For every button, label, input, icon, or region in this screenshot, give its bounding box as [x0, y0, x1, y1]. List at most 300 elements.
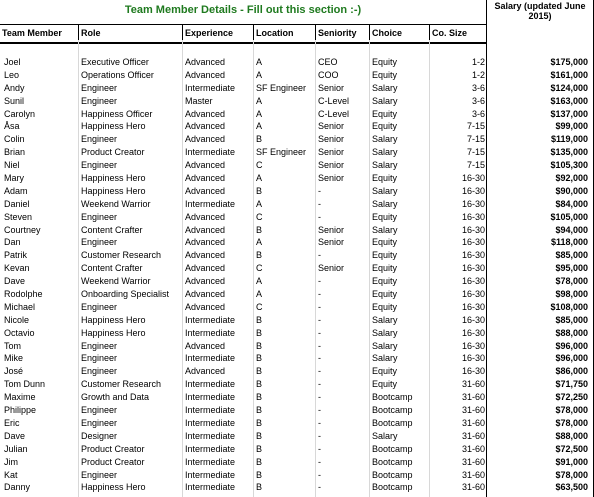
- cell-choice[interactable]: Salary: [372, 147, 398, 158]
- cell-seniority[interactable]: -: [318, 185, 321, 196]
- cell-experience[interactable]: Intermediate: [185, 379, 236, 390]
- cell-experience[interactable]: Advanced: [185, 340, 226, 351]
- cell-role[interactable]: Engineer: [81, 237, 118, 248]
- cell-seniority[interactable]: Senior: [318, 82, 345, 93]
- cell-team-member[interactable]: Carolyn: [4, 108, 36, 119]
- table-row: [0, 404, 594, 417]
- cell-salary[interactable]: $105,300: [550, 160, 588, 171]
- cell-experience[interactable]: Intermediate: [185, 82, 236, 93]
- cell-company-size[interactable]: 16-30: [461, 314, 485, 325]
- cell-role[interactable]: Happiness Hero: [81, 314, 146, 325]
- table-row: [0, 56, 594, 69]
- cell-team-member[interactable]: Danny: [4, 482, 31, 493]
- cell-choice[interactable]: Bootcamp: [372, 405, 413, 416]
- cell-salary[interactable]: $72,500: [555, 443, 588, 454]
- cell-seniority[interactable]: -: [318, 353, 321, 364]
- cell-experience[interactable]: Master: [185, 95, 213, 106]
- header-company-size[interactable]: Co. Size: [429, 25, 486, 42]
- cell-location[interactable]: B: [256, 340, 263, 351]
- cell-team-member[interactable]: Kevan: [4, 263, 30, 274]
- cell-role[interactable]: Weekend Warrior: [81, 198, 151, 209]
- cell-role[interactable]: Customer Research: [81, 379, 162, 390]
- cell-choice[interactable]: Equity: [372, 250, 398, 261]
- cell-company-size[interactable]: 1-2: [471, 69, 485, 80]
- cell-role[interactable]: Engineer: [81, 469, 118, 480]
- table-row: [0, 340, 594, 353]
- cell-seniority[interactable]: -: [318, 392, 321, 403]
- cell-salary[interactable]: $85,000: [555, 250, 588, 261]
- cell-seniority[interactable]: C-Level: [318, 108, 350, 119]
- cell-experience[interactable]: Advanced: [185, 173, 226, 184]
- cell-seniority[interactable]: Senior: [318, 224, 345, 235]
- cell-choice[interactable]: Salary: [372, 160, 398, 171]
- cell-role[interactable]: Product Creator: [81, 456, 145, 467]
- cell-salary[interactable]: $105,000: [550, 211, 588, 222]
- cell-team-member[interactable]: Dan: [4, 237, 21, 248]
- cell-team-member[interactable]: Courtney: [4, 224, 41, 235]
- cell-role[interactable]: Engineer: [81, 417, 118, 428]
- cell-choice[interactable]: Salary: [372, 134, 398, 145]
- cell-salary[interactable]: $98,000: [555, 289, 588, 300]
- cell-experience[interactable]: Advanced: [185, 366, 226, 377]
- cell-salary[interactable]: $88,000: [555, 327, 588, 338]
- cell-seniority[interactable]: CEO: [318, 57, 338, 67]
- cell-seniority[interactable]: COO: [318, 69, 339, 80]
- cell-location[interactable]: A: [256, 108, 263, 119]
- cell-role[interactable]: Executive Officer: [81, 57, 149, 67]
- cell-team-member[interactable]: Octavio: [4, 327, 35, 338]
- cell-location[interactable]: B: [256, 417, 263, 428]
- cell-choice[interactable]: Salary: [372, 95, 398, 106]
- cell-location[interactable]: SF Engineer: [256, 82, 307, 93]
- cell-experience[interactable]: Intermediate: [185, 469, 236, 480]
- cell-location[interactable]: A: [256, 173, 263, 184]
- cell-company-size[interactable]: 31-60: [461, 430, 485, 441]
- cell-choice[interactable]: Salary: [372, 82, 398, 93]
- cell-role[interactable]: Happiness Hero: [81, 185, 146, 196]
- cell-team-member[interactable]: Dave: [4, 276, 26, 287]
- cell-experience[interactable]: Intermediate: [185, 417, 236, 428]
- cell-location[interactable]: A: [256, 95, 263, 106]
- cell-company-size[interactable]: 31-60: [461, 482, 485, 493]
- cell-salary[interactable]: $86,000: [555, 366, 588, 377]
- header-location[interactable]: Location: [253, 25, 315, 42]
- cell-location[interactable]: B: [256, 443, 263, 454]
- cell-location[interactable]: B: [256, 469, 263, 480]
- cell-salary[interactable]: $135,000: [550, 147, 588, 158]
- cell-choice[interactable]: Equity: [372, 237, 398, 248]
- cell-role[interactable]: Engineer: [81, 340, 118, 351]
- cell-team-member[interactable]: José: [4, 366, 24, 377]
- cell-role[interactable]: Engineer: [81, 301, 118, 312]
- cell-salary[interactable]: $92,000: [555, 173, 588, 184]
- cell-team-member[interactable]: Michael: [4, 301, 36, 312]
- cell-salary[interactable]: $96,000: [555, 340, 588, 351]
- cell-company-size[interactable]: 16-30: [461, 353, 485, 364]
- cell-experience[interactable]: Advanced: [185, 160, 226, 171]
- cell-location[interactable]: A: [256, 69, 263, 80]
- cell-team-member[interactable]: Eric: [4, 417, 20, 428]
- cell-location[interactable]: B: [256, 327, 263, 338]
- cell-team-member[interactable]: Leo: [4, 69, 20, 80]
- cell-location[interactable]: A: [256, 198, 263, 209]
- table-row: [0, 146, 594, 159]
- cell-seniority[interactable]: Senior: [318, 237, 345, 248]
- cell-location[interactable]: B: [256, 379, 263, 390]
- cell-role[interactable]: Happiness Hero: [81, 121, 146, 132]
- cell-salary[interactable]: $94,000: [555, 224, 588, 235]
- cell-seniority[interactable]: C-Level: [318, 95, 350, 106]
- cell-role[interactable]: Engineer: [81, 353, 118, 364]
- cell-company-size[interactable]: 16-30: [461, 250, 485, 261]
- cell-choice[interactable]: Equity: [372, 211, 398, 222]
- cell-location[interactable]: A: [256, 237, 263, 248]
- cell-team-member[interactable]: Philippe: [4, 405, 37, 416]
- table-row: [0, 249, 594, 262]
- cell-salary[interactable]: $84,000: [555, 198, 588, 209]
- cell-salary[interactable]: $90,000: [555, 185, 588, 196]
- cell-salary[interactable]: $78,000: [555, 276, 588, 287]
- cell-experience[interactable]: Advanced: [185, 185, 226, 196]
- cell-team-member[interactable]: Colin: [4, 134, 25, 145]
- cell-role[interactable]: Onboarding Specialist: [81, 289, 170, 300]
- cell-seniority[interactable]: -: [318, 405, 321, 416]
- cell-team-member[interactable]: Daniel: [4, 198, 30, 209]
- cell-team-member[interactable]: Nicole: [4, 314, 30, 325]
- cell-company-size[interactable]: 16-30: [461, 237, 485, 248]
- cell-company-size[interactable]: 16-30: [461, 173, 485, 184]
- cell-team-member[interactable]: Maxime: [4, 392, 36, 403]
- cell-seniority[interactable]: -: [318, 301, 321, 312]
- table-row: [0, 159, 594, 172]
- cell-choice[interactable]: Equity: [372, 289, 398, 300]
- cell-experience[interactable]: Advanced: [185, 263, 226, 274]
- table-row: [0, 185, 594, 198]
- cell-location[interactable]: C: [256, 211, 263, 222]
- cell-location[interactable]: B: [256, 366, 263, 377]
- cell-experience[interactable]: Intermediate: [185, 430, 236, 441]
- cell-role[interactable]: Engineer: [81, 160, 118, 171]
- cell-company-size[interactable]: 16-30: [461, 301, 485, 312]
- cell-role[interactable]: Happiness Hero: [81, 327, 146, 338]
- cell-company-size[interactable]: 16-30: [461, 340, 485, 351]
- cell-location[interactable]: SF Engineer: [256, 147, 307, 158]
- header-choice[interactable]: Choice: [369, 25, 429, 42]
- cell-seniority[interactable]: Senior: [318, 173, 345, 184]
- cell-salary[interactable]: $71,750: [555, 379, 588, 390]
- cell-team-member[interactable]: Jim: [4, 456, 18, 467]
- cell-team-member[interactable]: Patrik: [4, 250, 28, 261]
- cell-team-member[interactable]: Rodolphe: [4, 289, 43, 300]
- cell-team-member[interactable]: Tom: [4, 340, 22, 351]
- cell-team-member[interactable]: Niel: [4, 160, 20, 171]
- cell-location[interactable]: A: [256, 121, 263, 132]
- cell-team-member[interactable]: Brian: [4, 147, 26, 158]
- cell-seniority[interactable]: Senior: [318, 134, 345, 145]
- cell-choice[interactable]: Equity: [372, 69, 398, 80]
- cell-experience[interactable]: Advanced: [185, 57, 226, 67]
- cell-experience[interactable]: Advanced: [185, 250, 226, 261]
- cell-choice[interactable]: Equity: [372, 301, 398, 312]
- cell-role[interactable]: Happiness Hero: [81, 482, 146, 493]
- cell-company-size[interactable]: 7-15: [466, 121, 485, 132]
- header-role[interactable]: Role: [78, 25, 182, 42]
- cell-company-size[interactable]: 16-30: [461, 198, 485, 209]
- cell-company-size[interactable]: 16-30: [461, 366, 485, 377]
- cell-company-size[interactable]: 3-6: [471, 82, 485, 93]
- cell-choice[interactable]: Bootcamp: [372, 482, 413, 493]
- table-row: [0, 365, 594, 378]
- cell-salary[interactable]: $95,000: [555, 263, 588, 274]
- cell-seniority[interactable]: -: [318, 366, 321, 377]
- cell-team-member[interactable]: Andy: [4, 82, 25, 93]
- cell-choice[interactable]: Salary: [372, 224, 398, 235]
- cell-company-size[interactable]: 7-15: [466, 160, 485, 171]
- cell-team-member[interactable]: Julian: [4, 443, 28, 454]
- cell-role[interactable]: Engineer: [81, 134, 118, 145]
- cell-choice[interactable]: Bootcamp: [372, 392, 413, 403]
- cell-salary[interactable]: $118,000: [550, 237, 588, 248]
- cell-experience[interactable]: Advanced: [185, 224, 226, 235]
- cell-location[interactable]: B: [256, 392, 263, 403]
- table-row: [0, 417, 594, 430]
- cell-salary[interactable]: $85,000: [555, 314, 588, 325]
- cell-experience[interactable]: Intermediate: [185, 482, 236, 493]
- cell-salary[interactable]: $63,500: [555, 482, 588, 493]
- cell-company-size[interactable]: 3-6: [471, 108, 485, 119]
- table-row: [0, 352, 594, 365]
- cell-company-size[interactable]: 31-60: [461, 469, 485, 480]
- cell-experience[interactable]: Advanced: [185, 301, 226, 312]
- cell-salary[interactable]: $175,000: [550, 57, 588, 67]
- cell-company-size[interactable]: 16-30: [461, 276, 485, 287]
- cell-experience[interactable]: Advanced: [185, 237, 226, 248]
- cell-company-size[interactable]: 16-30: [461, 263, 485, 274]
- cell-role[interactable]: Weekend Warrior: [81, 276, 151, 287]
- cell-location[interactable]: B: [256, 430, 263, 441]
- cell-location[interactable]: B: [256, 185, 263, 196]
- cell-choice[interactable]: Equity: [372, 366, 398, 377]
- cell-seniority[interactable]: -: [318, 314, 321, 325]
- cell-experience[interactable]: Intermediate: [185, 456, 236, 467]
- cell-role[interactable]: Engineer: [81, 211, 118, 222]
- cell-salary[interactable]: $163,000: [550, 95, 588, 106]
- cell-choice[interactable]: Bootcamp: [372, 456, 413, 467]
- cell-company-size[interactable]: 31-60: [461, 456, 485, 467]
- cell-role[interactable]: Happiness Hero: [81, 173, 146, 184]
- cell-company-size[interactable]: 31-60: [461, 392, 485, 403]
- cell-salary[interactable]: $78,000: [555, 469, 588, 480]
- cell-choice[interactable]: Bootcamp: [372, 443, 413, 454]
- cell-choice[interactable]: Equity: [372, 108, 398, 119]
- cell-seniority[interactable]: -: [318, 379, 321, 390]
- cell-role[interactable]: Happiness Officer: [81, 108, 153, 119]
- cell-salary[interactable]: $99,000: [555, 121, 588, 132]
- cell-role[interactable]: Engineer: [81, 405, 118, 416]
- cell-seniority[interactable]: -: [318, 417, 321, 428]
- cell-choice[interactable]: Bootcamp: [372, 417, 413, 428]
- table-row: [0, 236, 594, 249]
- cell-company-size[interactable]: 31-60: [461, 405, 485, 416]
- cell-company-size[interactable]: 1-2: [471, 57, 485, 67]
- cell-team-member[interactable]: Sunil: [4, 95, 25, 106]
- cell-company-size[interactable]: 16-30: [461, 224, 485, 235]
- cell-company-size[interactable]: 7-15: [466, 147, 485, 158]
- cell-seniority[interactable]: -: [318, 327, 321, 338]
- cell-experience[interactable]: Intermediate: [185, 392, 236, 403]
- cell-role[interactable]: Product Creator: [81, 443, 145, 454]
- cell-experience[interactable]: Intermediate: [185, 405, 236, 416]
- table-row: [0, 262, 594, 275]
- cell-company-size[interactable]: 16-30: [461, 327, 485, 338]
- cell-company-size[interactable]: 16-30: [461, 289, 485, 300]
- cell-company-size[interactable]: 16-30: [461, 185, 485, 196]
- table-row: [0, 120, 594, 133]
- cell-role[interactable]: Designer: [81, 430, 118, 441]
- cell-choice[interactable]: Equity: [372, 121, 398, 132]
- cell-salary[interactable]: $161,000: [550, 69, 588, 80]
- salary-column-header[interactable]: Salary (updated June 2015): [486, 0, 593, 40]
- cell-location[interactable]: B: [256, 405, 263, 416]
- cell-team-member[interactable]: Steven: [4, 211, 33, 222]
- cell-company-size[interactable]: 3-6: [471, 95, 485, 106]
- cell-team-member[interactable]: Kat: [4, 469, 18, 480]
- cell-location[interactable]: B: [256, 224, 263, 235]
- cell-location[interactable]: B: [256, 250, 263, 261]
- cell-experience[interactable]: Advanced: [185, 276, 226, 287]
- cell-location[interactable]: C: [256, 160, 263, 171]
- cell-experience[interactable]: Advanced: [185, 134, 226, 145]
- table-row: [0, 327, 594, 340]
- cell-team-member[interactable]: Joel: [4, 57, 21, 67]
- cell-choice[interactable]: Equity: [372, 173, 398, 184]
- cell-choice[interactable]: Equity: [372, 263, 398, 274]
- cell-experience[interactable]: Intermediate: [185, 353, 236, 364]
- cell-salary[interactable]: $96,000: [555, 353, 588, 364]
- cell-seniority[interactable]: -: [318, 469, 321, 480]
- cell-role[interactable]: Growth and Data: [81, 392, 150, 403]
- cell-location[interactable]: B: [256, 456, 263, 467]
- cell-salary[interactable]: $72,250: [555, 392, 588, 403]
- cell-seniority[interactable]: Senior: [318, 121, 345, 132]
- cell-team-member[interactable]: Åsa: [4, 121, 20, 132]
- cell-choice[interactable]: Salary: [372, 353, 398, 364]
- header-experience[interactable]: Experience: [182, 25, 253, 42]
- table-row: [0, 172, 594, 185]
- cell-location[interactable]: B: [256, 134, 263, 145]
- cell-location[interactable]: C: [256, 263, 263, 274]
- cell-experience[interactable]: Advanced: [185, 211, 226, 222]
- cell-company-size[interactable]: 31-60: [461, 443, 485, 454]
- cell-salary[interactable]: $137,000: [550, 108, 588, 119]
- cell-company-size[interactable]: 16-30: [461, 211, 485, 222]
- cell-seniority[interactable]: -: [318, 198, 321, 209]
- cell-salary[interactable]: $78,000: [555, 405, 588, 416]
- cell-company-size[interactable]: 7-15: [466, 134, 485, 145]
- cell-seniority[interactable]: -: [318, 276, 321, 287]
- cell-salary[interactable]: $78,000: [555, 417, 588, 428]
- cell-role[interactable]: Engineer: [81, 82, 118, 93]
- cell-seniority[interactable]: -: [318, 456, 321, 467]
- cell-seniority[interactable]: Senior: [318, 263, 345, 274]
- cell-role[interactable]: Engineer: [81, 95, 118, 106]
- cell-role[interactable]: Content Crafter: [81, 263, 143, 274]
- cell-seniority[interactable]: -: [318, 340, 321, 351]
- cell-choice[interactable]: Salary: [372, 327, 398, 338]
- cell-experience[interactable]: Advanced: [185, 69, 226, 80]
- cell-choice[interactable]: Equity: [372, 276, 398, 287]
- header-team-member[interactable]: Team Member: [2, 28, 62, 38]
- cell-team-member[interactable]: Dave: [4, 430, 26, 441]
- cell-choice[interactable]: Equity: [372, 57, 398, 67]
- cell-location[interactable]: B: [256, 482, 263, 493]
- cell-location[interactable]: A: [256, 289, 263, 300]
- cell-location[interactable]: A: [256, 57, 263, 67]
- cell-experience[interactable]: Advanced: [185, 289, 226, 300]
- cell-seniority[interactable]: -: [318, 250, 321, 261]
- table-row: [0, 456, 594, 469]
- cell-salary[interactable]: $91,000: [555, 456, 588, 467]
- table-row: [0, 211, 594, 224]
- cell-role[interactable]: Customer Research: [81, 250, 162, 261]
- cell-location[interactable]: C: [256, 301, 263, 312]
- cell-seniority[interactable]: -: [318, 211, 321, 222]
- cell-company-size[interactable]: 31-60: [461, 417, 485, 428]
- header-seniority[interactable]: Seniority: [315, 25, 369, 42]
- cell-choice[interactable]: Bootcamp: [372, 469, 413, 480]
- cell-experience[interactable]: Intermediate: [185, 443, 236, 454]
- table-row: [0, 198, 594, 211]
- cell-seniority[interactable]: -: [318, 443, 321, 454]
- cell-seniority[interactable]: Senior: [318, 147, 345, 158]
- cell-seniority[interactable]: -: [318, 289, 321, 300]
- cell-location[interactable]: B: [256, 314, 263, 325]
- cell-role[interactable]: Operations Officer: [81, 69, 154, 80]
- cell-salary[interactable]: $88,000: [555, 430, 588, 441]
- cell-experience[interactable]: Intermediate: [185, 147, 236, 158]
- cell-choice[interactable]: Salary: [372, 198, 398, 209]
- cell-choice[interactable]: Salary: [372, 340, 398, 351]
- cell-role[interactable]: Engineer: [81, 366, 118, 377]
- cell-role[interactable]: Product Creator: [81, 147, 145, 158]
- cell-experience[interactable]: Intermediate: [185, 314, 236, 325]
- cell-choice[interactable]: Salary: [372, 430, 398, 441]
- cell-choice[interactable]: Equity: [372, 379, 398, 390]
- cell-experience[interactable]: Intermediate: [185, 327, 236, 338]
- cell-team-member[interactable]: Tom Dunn: [4, 379, 46, 390]
- cell-team-member[interactable]: Mary: [4, 173, 24, 184]
- cell-location[interactable]: B: [256, 353, 263, 364]
- cell-salary[interactable]: $108,000: [550, 301, 588, 312]
- cell-team-member[interactable]: Mike: [4, 353, 24, 364]
- cell-salary[interactable]: $119,000: [550, 134, 588, 145]
- cell-role[interactable]: Content Crafter: [81, 224, 143, 235]
- cell-location[interactable]: A: [256, 276, 263, 287]
- cell-salary[interactable]: $124,000: [550, 82, 588, 93]
- cell-seniority[interactable]: Senior: [318, 160, 345, 171]
- cell-experience[interactable]: Intermediate: [185, 198, 236, 209]
- cell-choice[interactable]: Salary: [372, 185, 398, 196]
- cell-company-size[interactable]: 31-60: [461, 379, 485, 390]
- cell-seniority[interactable]: -: [318, 482, 321, 493]
- cell-seniority[interactable]: -: [318, 430, 321, 441]
- data-rows: [0, 56, 594, 494]
- cell-experience[interactable]: Advanced: [185, 108, 226, 119]
- table-row: [0, 288, 594, 301]
- cell-choice[interactable]: Salary: [372, 314, 398, 325]
- cell-experience[interactable]: Advanced: [185, 121, 226, 132]
- cell-team-member[interactable]: Adam: [4, 185, 28, 196]
